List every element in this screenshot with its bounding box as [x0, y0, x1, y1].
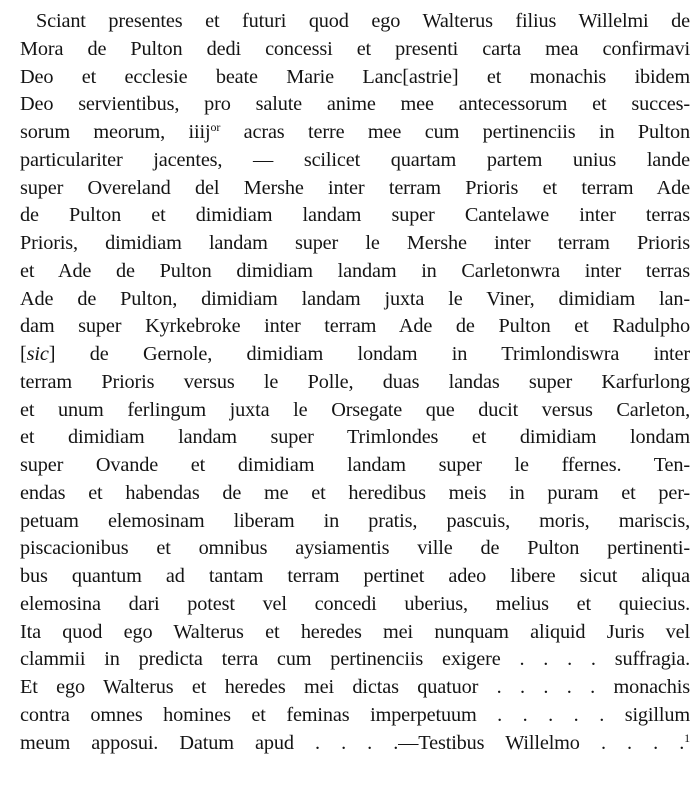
- text-line: [sic] de Gernole, dimidiam londam in Trimlondiswra inter: [20, 343, 690, 365]
- text-line: de Pulton et dimidiam landam super Cantelawe inter terras: [20, 204, 690, 227]
- text-line: et unum ferlingum juxta le Orsegate que ducit versus Carleton,: [20, 398, 690, 421]
- text-line: contra omnes homines et feminas imperpetuum . . . . . sigillum: [20, 703, 690, 726]
- text-line: clammii in predicta terra cum pertinenciis exigere . . . . suffragia.: [20, 648, 690, 671]
- text-line: particulariter jacentes, — scilicet quartam partem unius lande: [20, 148, 690, 171]
- text-line: endas et habendas de me et heredibus meis in puram et per-: [20, 481, 690, 504]
- text-line: meum apposui. Datum apud . . . .—Testibus Willelmo . . . .$^1$: [20, 730, 690, 754]
- text-line: et dimidiam landam super Trimlondes et dimidiam londam: [20, 426, 690, 449]
- text-line: Sciant presentes et futuri quod ego Walterus filius Willelmi de: [36, 10, 690, 32]
- text-line: super Ovande et dimidiam landam super le ffernes. Ten-: [20, 454, 690, 476]
- text-line: Deo servientibus, pro salute anime mee antecessorum et succes-: [20, 93, 690, 116]
- text-line: terram Prioris versus le Polle, duas landas super Karfurlong: [20, 370, 690, 393]
- text-line: Et ego Walterus et heredes mei dictas quatuor . . . . . monachis: [20, 676, 690, 698]
- text-line: sorum meorum, iiij$^{or}$ acras terre mee cum pertinenciis in Pulton: [20, 120, 690, 143]
- charter-text: [20, 8, 690, 757]
- text-line: piscacionibus et omnibus aysiamentis ville de Pulton pertinenti-: [20, 537, 690, 560]
- text-line: et Ade de Pulton dimidiam landam in Carletonwra inter terras: [20, 259, 690, 282]
- text-line: Ade de Pulton, dimidiam landam juxta le Viner, dimidiam lan-: [20, 287, 690, 310]
- text-line: super Overeland del Mershe inter terram Prioris et terram Ade: [20, 176, 690, 199]
- text-line: bus quantum ad tantam terram pertinet adeo libere sicut aliqua: [20, 565, 690, 587]
- text-line: Prioris, dimidiam landam super le Mershe inter terram Prioris: [20, 232, 690, 254]
- text-line: dam super Kyrkebroke inter terram Ade de Pulton et Radulpho: [20, 315, 690, 338]
- text-line: Mora de Pulton dedi concessi et presenti carta mea confirmavi: [20, 37, 690, 60]
- text-line: Deo et ecclesie beate Marie Lanc[astrie] et monachis ibidem: [20, 65, 690, 88]
- text-line: Ita quod ego Walterus et heredes mei nunquam aliquid Juris vel: [20, 620, 690, 643]
- text-line: petuam elemosinam liberam in pratis, pascuis, moris, mariscis,: [20, 509, 690, 532]
- text-line: elemosina dari potest vel concedi uberius, melius et quiecius.: [20, 592, 690, 615]
